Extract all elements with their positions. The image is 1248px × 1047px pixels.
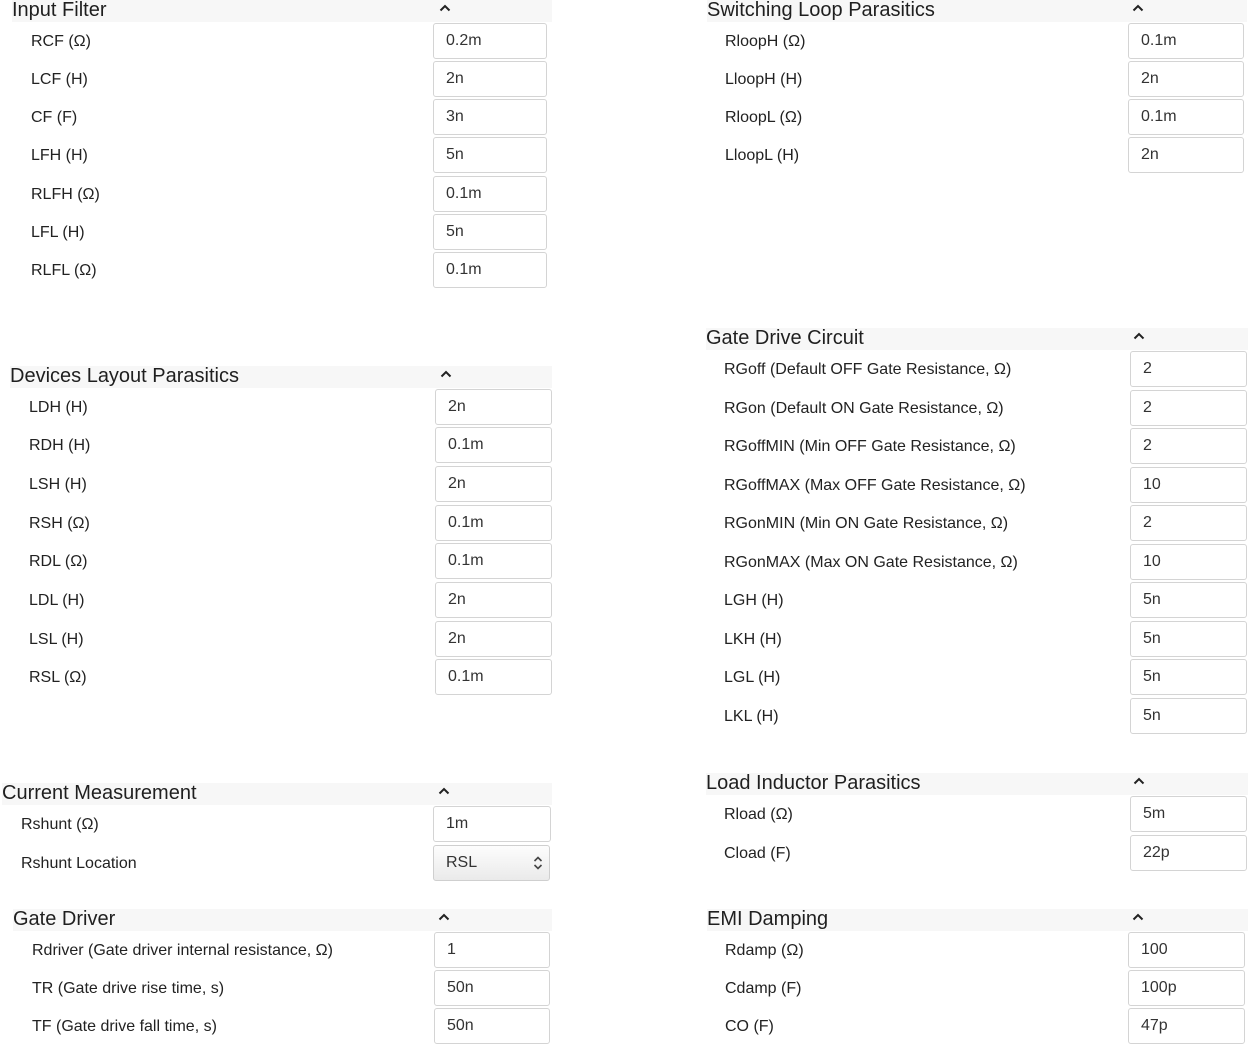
select-arrows-icon: [533, 855, 543, 871]
panel-header: [2, 783, 552, 805]
param-row: [12, 252, 552, 290]
param-row: [706, 659, 1248, 697]
param-row: [707, 1008, 1248, 1046]
param-input[interactable]: [435, 466, 552, 502]
param-input[interactable]: [1130, 835, 1247, 871]
param-row: [13, 1008, 552, 1046]
param-row: [2, 845, 552, 883]
param-input[interactable]: [434, 970, 550, 1006]
param-label: RDH (H): [29, 437, 91, 454]
panel-title: Devices Layout Parasitics: [10, 365, 239, 387]
param-input[interactable]: [433, 252, 547, 288]
param-label: LloopH (H): [725, 71, 803, 88]
collapse-caret-icon[interactable]: [1129, 0, 1147, 20]
param-label: LKL (H): [724, 708, 779, 725]
param-input[interactable]: [1128, 23, 1244, 59]
param-input[interactable]: [434, 932, 550, 968]
param-input[interactable]: [435, 505, 552, 541]
param-label: Rdriver (Gate driver internal resistance, Ω): [32, 942, 333, 959]
param-row: [706, 582, 1248, 620]
param-row: [10, 582, 552, 620]
panel-emi-damping: [707, 909, 1248, 1047]
param-label: RSL (Ω): [29, 669, 87, 686]
param-label: RGoff (Default OFF Gate Resistance, Ω): [724, 361, 1012, 378]
param-label: RDL (Ω): [29, 553, 88, 570]
param-input[interactable]: [1130, 796, 1247, 832]
collapse-caret-icon[interactable]: [1129, 907, 1147, 929]
param-row: [706, 428, 1248, 466]
param-label: Rload (Ω): [724, 806, 793, 823]
panel-switching-loop: [707, 0, 1247, 178]
param-row: [13, 970, 552, 1008]
param-row: [706, 621, 1248, 659]
param-row: [12, 137, 552, 175]
param-row: [12, 23, 552, 61]
panel-header: [12, 0, 552, 22]
param-row: [10, 466, 552, 504]
param-row: [10, 505, 552, 543]
param-row: [10, 389, 552, 427]
panel-input-filter: [12, 0, 552, 290]
param-row: [706, 505, 1248, 543]
collapse-caret-icon[interactable]: [436, 0, 454, 20]
param-input[interactable]: [435, 389, 552, 425]
param-input[interactable]: [1130, 505, 1247, 541]
param-label: RGoffMIN (Min OFF Gate Resistance, Ω): [724, 438, 1016, 455]
panel-gate-driver: [13, 909, 552, 1047]
param-row: [707, 137, 1247, 175]
param-row: [706, 835, 1248, 873]
param-label: CO (F): [725, 1018, 774, 1035]
collapse-caret-icon[interactable]: [435, 781, 453, 803]
param-label: RCF (Ω): [31, 33, 91, 50]
param-label: TR (Gate drive rise time, s): [32, 980, 225, 997]
param-input[interactable]: [434, 1008, 550, 1044]
param-input[interactable]: [433, 23, 547, 59]
panel-title: Switching Loop Parasitics: [707, 0, 935, 21]
param-label: RGonMIN (Min ON Gate Resistance, Ω): [724, 515, 1009, 532]
param-label: RloopH (Ω): [725, 33, 806, 50]
rshunt-input[interactable]: [433, 806, 551, 842]
param-input[interactable]: [1130, 351, 1247, 387]
param-input[interactable]: [435, 621, 552, 657]
param-label: TF (Gate drive fall time, s): [32, 1018, 217, 1035]
panel-title: Gate Drive Circuit: [706, 327, 864, 349]
param-label: Cdamp (F): [725, 980, 802, 997]
param-input[interactable]: [433, 61, 547, 97]
param-label: RLFH (Ω): [31, 186, 100, 203]
panel-title: Gate Driver: [13, 908, 116, 930]
param-row: [13, 932, 552, 970]
param-input[interactable]: [1128, 99, 1244, 135]
panel-header: [10, 366, 552, 388]
param-label: LFH (H): [31, 147, 88, 164]
collapse-caret-icon[interactable]: [1130, 326, 1148, 348]
panel-gate-drive-circuit: [706, 328, 1248, 738]
param-label: LDL (H): [29, 592, 85, 609]
param-row: [10, 543, 552, 581]
param-row: [2, 806, 552, 844]
param-input[interactable]: [1130, 467, 1247, 503]
panel-header: [706, 328, 1248, 350]
panel-title: EMI Damping: [707, 908, 829, 930]
param-row: [706, 467, 1248, 505]
panel-header: [707, 909, 1248, 931]
param-input[interactable]: [1128, 61, 1244, 97]
param-input[interactable]: [435, 427, 552, 463]
rshunt-location-label: Rshunt Location: [21, 855, 137, 872]
param-label: RSH (Ω): [29, 515, 90, 532]
param-input[interactable]: [1128, 1008, 1245, 1044]
select-value: RSL: [446, 854, 478, 871]
param-row: [706, 390, 1248, 428]
param-label: LSL (H): [29, 631, 84, 648]
param-row: [706, 796, 1248, 834]
param-input[interactable]: [1128, 932, 1245, 968]
param-label: LKH (H): [724, 631, 782, 648]
param-input[interactable]: [1128, 137, 1244, 173]
param-label: RLFL (Ω): [31, 262, 97, 279]
param-input[interactable]: [433, 137, 547, 173]
param-row: [12, 99, 552, 137]
param-row: [10, 621, 552, 659]
param-row: [12, 61, 552, 99]
rshunt-location-select[interactable]: [433, 845, 550, 881]
param-input[interactable]: [1130, 544, 1247, 580]
param-label: RGon (Default ON Gate Resistance, Ω): [724, 400, 1004, 417]
param-row: [707, 970, 1248, 1008]
panel-devices-layout: [10, 366, 552, 698]
panel-title: Input Filter: [12, 0, 107, 21]
param-row: [12, 176, 552, 214]
param-row: [706, 351, 1248, 389]
param-input[interactable]: [1130, 698, 1247, 734]
param-input[interactable]: [1130, 428, 1247, 464]
param-row: [10, 659, 552, 697]
param-input[interactable]: [433, 99, 547, 135]
param-input[interactable]: [1130, 621, 1247, 657]
param-label: LDH (H): [29, 399, 88, 416]
panel-header: [13, 909, 552, 931]
param-input[interactable]: [1128, 970, 1245, 1006]
param-input[interactable]: [435, 543, 552, 579]
param-label: RloopL (Ω): [725, 109, 803, 126]
param-input[interactable]: [1130, 582, 1247, 618]
param-row: [707, 61, 1247, 99]
param-input[interactable]: [435, 659, 552, 695]
param-label: Cload (F): [724, 845, 791, 862]
param-label: LloopL (H): [725, 147, 800, 164]
param-label: RGonMAX (Max ON Gate Resistance, Ω): [724, 554, 1018, 571]
param-row: [706, 698, 1248, 736]
param-label: CF (F): [31, 109, 78, 126]
collapse-caret-icon[interactable]: [1130, 771, 1148, 793]
param-input[interactable]: [433, 176, 547, 212]
rshunt-label: Rshunt (Ω): [21, 816, 99, 833]
collapse-caret-icon[interactable]: [437, 364, 455, 386]
panel-header: [706, 773, 1248, 795]
collapse-caret-icon[interactable]: [435, 907, 453, 929]
panel-current-measurement: [2, 783, 552, 883]
panel-header: [707, 0, 1247, 22]
param-label: LCF (H): [31, 71, 88, 88]
param-label: LSH (H): [29, 476, 87, 493]
param-label: RGoffMAX (Max OFF Gate Resistance, Ω): [724, 477, 1026, 494]
param-row: [707, 23, 1247, 61]
param-label: Rdamp (Ω): [725, 942, 804, 959]
param-row: [706, 544, 1248, 582]
param-label: LGH (H): [724, 592, 784, 609]
param-row: [707, 99, 1247, 137]
panel-title: Load Inductor Parasitics: [706, 772, 921, 794]
param-row: [12, 214, 552, 252]
panel-load-inductor: [706, 773, 1248, 873]
param-input[interactable]: [1130, 659, 1247, 695]
param-label: LFL (H): [31, 224, 85, 241]
param-input[interactable]: [1130, 390, 1247, 426]
param-row: [707, 932, 1248, 970]
param-label: LGL (H): [724, 669, 781, 686]
param-input[interactable]: [435, 582, 552, 618]
param-input[interactable]: [433, 214, 547, 250]
panel-title: Current Measurement: [2, 782, 197, 804]
param-row: [10, 427, 552, 465]
